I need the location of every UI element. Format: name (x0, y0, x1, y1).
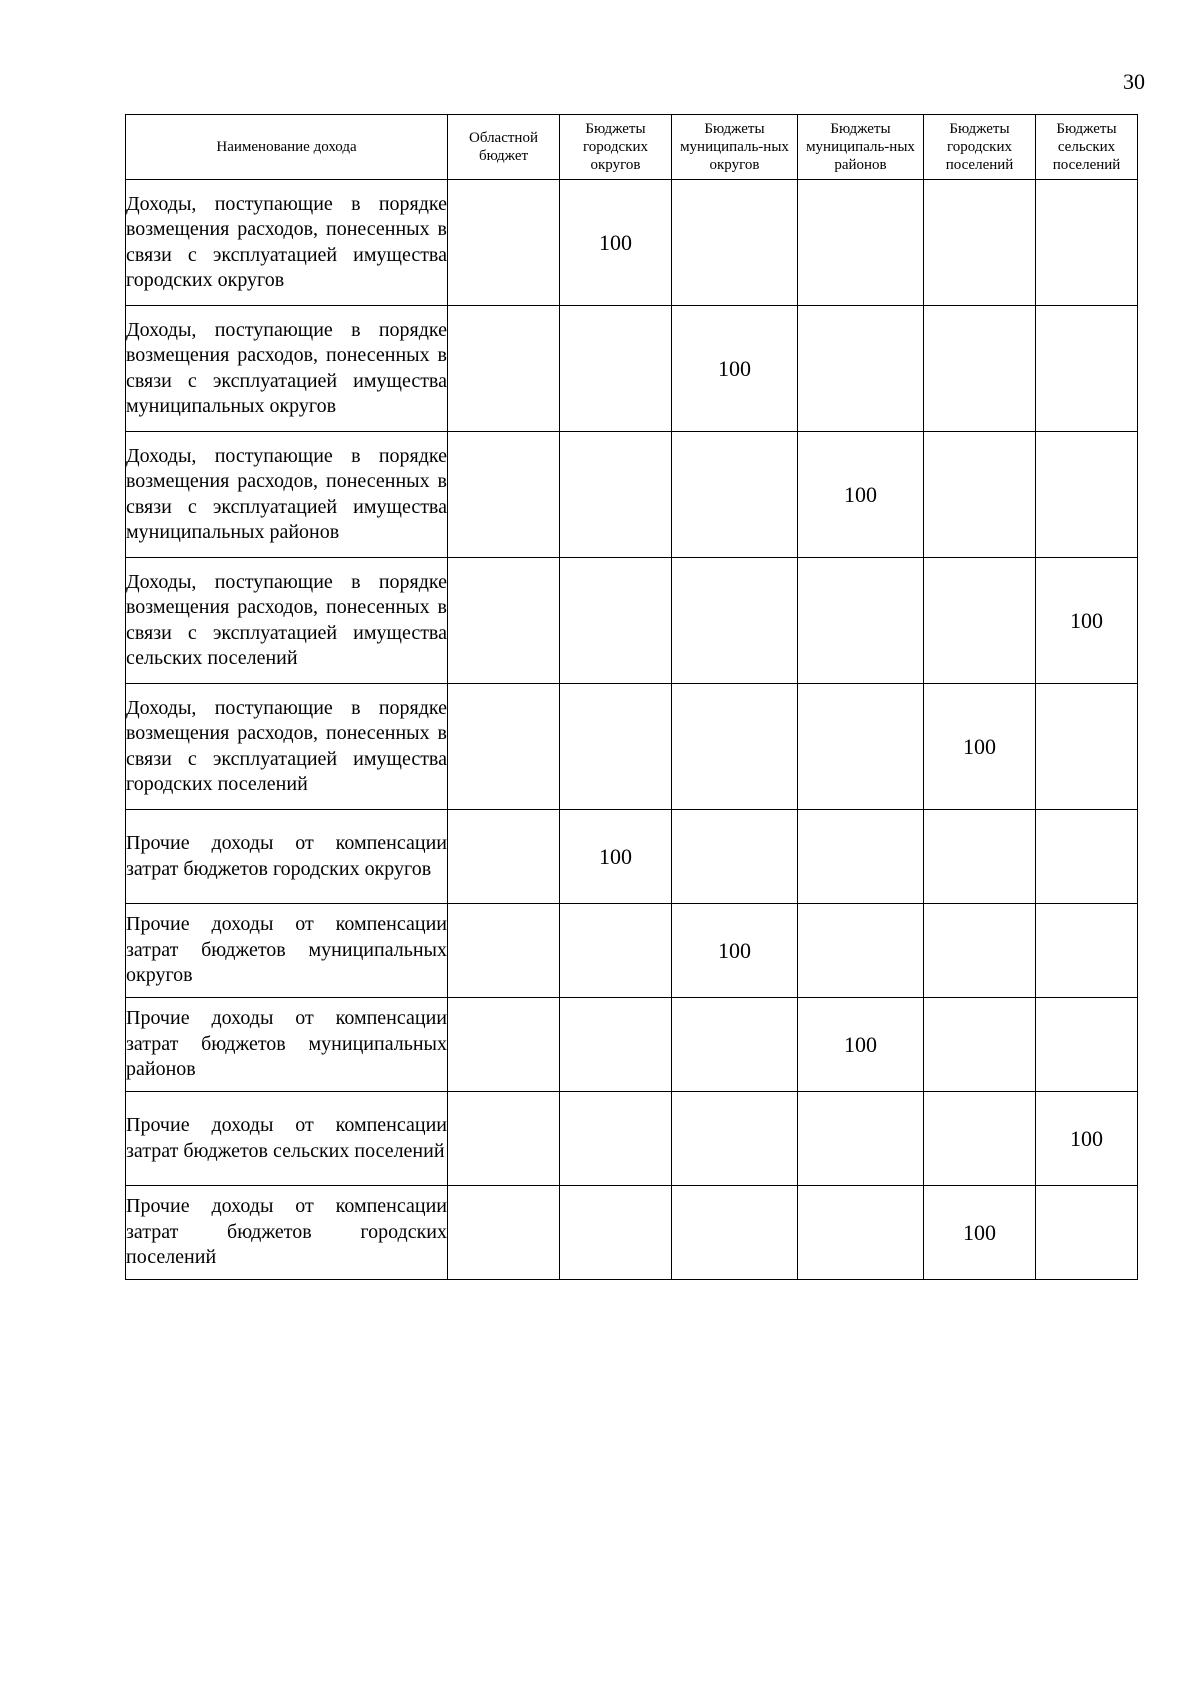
table-row (126, 558, 1138, 684)
value-cell (798, 558, 924, 684)
income-name-cell: Доходы, поступающие в порядке возмещения расходов, понесенных в связи с эксплуатацией имущества сельских поселений (126, 558, 448, 684)
value-cell (672, 1092, 798, 1186)
value-cell (448, 684, 560, 810)
value-cell (798, 1186, 924, 1280)
value-cell (1036, 1186, 1138, 1280)
table-header-row (126, 115, 1138, 180)
value-cell (798, 306, 924, 432)
income-name-cell: Доходы, поступающие в порядке возмещения расходов, понесенных в связи с эксплуатацией имущества городских поселений (126, 684, 448, 810)
value-cell (448, 904, 560, 998)
value-cell (448, 306, 560, 432)
value-cell (1036, 432, 1138, 558)
value-cell (560, 1186, 672, 1280)
value-cell (924, 432, 1036, 558)
value-cell (798, 684, 924, 810)
value-cell (924, 306, 1036, 432)
value-cell (924, 558, 1036, 684)
value-cell (1036, 306, 1138, 432)
table-row (126, 306, 1138, 432)
value-cell (924, 998, 1036, 1092)
income-name-cell: Доходы, поступающие в порядке возмещения расходов, понесенных в связи с эксплуатацией имущества городских округов (126, 180, 448, 306)
value-cell (672, 684, 798, 810)
value-cell (448, 810, 560, 904)
income-name-cell: Прочие доходы от компенсации затрат бюджетов сельских поселений (126, 1092, 448, 1186)
value-cell (798, 810, 924, 904)
value-cell (1036, 180, 1138, 306)
value-cell: 100 (560, 180, 672, 306)
value-cell (924, 1092, 1036, 1186)
value-cell (672, 180, 798, 306)
income-name-cell: Прочие доходы от компенсации затрат бюджетов муниципальных районов (126, 998, 448, 1092)
value-cell (798, 904, 924, 998)
value-cell (560, 558, 672, 684)
value-cell (560, 1092, 672, 1186)
value-cell: 100 (672, 306, 798, 432)
value-cell: 100 (924, 684, 1036, 810)
value-cell (560, 684, 672, 810)
income-name-cell: Доходы, поступающие в порядке возмещения расходов, понесенных в связи с эксплуатацией имущества муниципальных районов (126, 432, 448, 558)
income-name-cell: Доходы, поступающие в порядке возмещения расходов, понесенных в связи с эксплуатацией имущества муниципальных округов (126, 306, 448, 432)
value-cell (672, 998, 798, 1092)
header-rural-settlements: Бюджеты сельских поселений (1036, 115, 1138, 180)
value-cell (560, 904, 672, 998)
value-cell (924, 180, 1036, 306)
value-cell (448, 558, 560, 684)
value-cell (560, 306, 672, 432)
value-cell: 100 (560, 810, 672, 904)
value-cell (798, 1092, 924, 1186)
table-row (126, 1092, 1138, 1186)
header-city-districts: Бюджеты городских округов (560, 115, 672, 180)
page-number: 30 (1123, 69, 1145, 94)
value-cell: 100 (672, 904, 798, 998)
table-row (126, 180, 1138, 306)
value-cell (560, 432, 672, 558)
value-cell (798, 180, 924, 306)
value-cell (560, 998, 672, 1092)
value-cell (1036, 904, 1138, 998)
header-regional-budget: Областной бюджет (448, 115, 560, 180)
value-cell (1036, 810, 1138, 904)
table-row (126, 904, 1138, 998)
income-name-cell: Прочие доходы от компенсации затрат бюджетов городских поселений (126, 1186, 448, 1280)
value-cell (1036, 998, 1138, 1092)
value-cell (448, 1186, 560, 1280)
value-cell: 100 (1036, 1092, 1138, 1186)
header-income-name: Наименование дохода (126, 115, 448, 180)
value-cell (448, 432, 560, 558)
value-cell (448, 1092, 560, 1186)
income-name-cell: Прочие доходы от компенсации затрат бюджетов городских округов (126, 810, 448, 904)
value-cell (1036, 684, 1138, 810)
value-cell (924, 810, 1036, 904)
table-row (126, 810, 1138, 904)
header-municipal-districts: Бюджеты муниципаль-ных округов (672, 115, 798, 180)
value-cell: 100 (798, 432, 924, 558)
value-cell (672, 432, 798, 558)
header-municipal-regions: Бюджеты муниципаль-ных районов (798, 115, 924, 180)
table-row (126, 684, 1138, 810)
income-distribution-table (125, 114, 1138, 1280)
value-cell: 100 (1036, 558, 1138, 684)
value-cell (924, 904, 1036, 998)
table-row (126, 432, 1138, 558)
value-cell: 100 (798, 998, 924, 1092)
value-cell: 100 (924, 1186, 1036, 1280)
value-cell (672, 558, 798, 684)
value-cell (448, 998, 560, 1092)
income-name-cell: Прочие доходы от компенсации затрат бюджетов муниципальных округов (126, 904, 448, 998)
value-cell (448, 180, 560, 306)
table-row (126, 998, 1138, 1092)
table-row (126, 1186, 1138, 1280)
header-urban-settlements: Бюджеты городских поселений (924, 115, 1036, 180)
value-cell (672, 810, 798, 904)
value-cell (672, 1186, 798, 1280)
